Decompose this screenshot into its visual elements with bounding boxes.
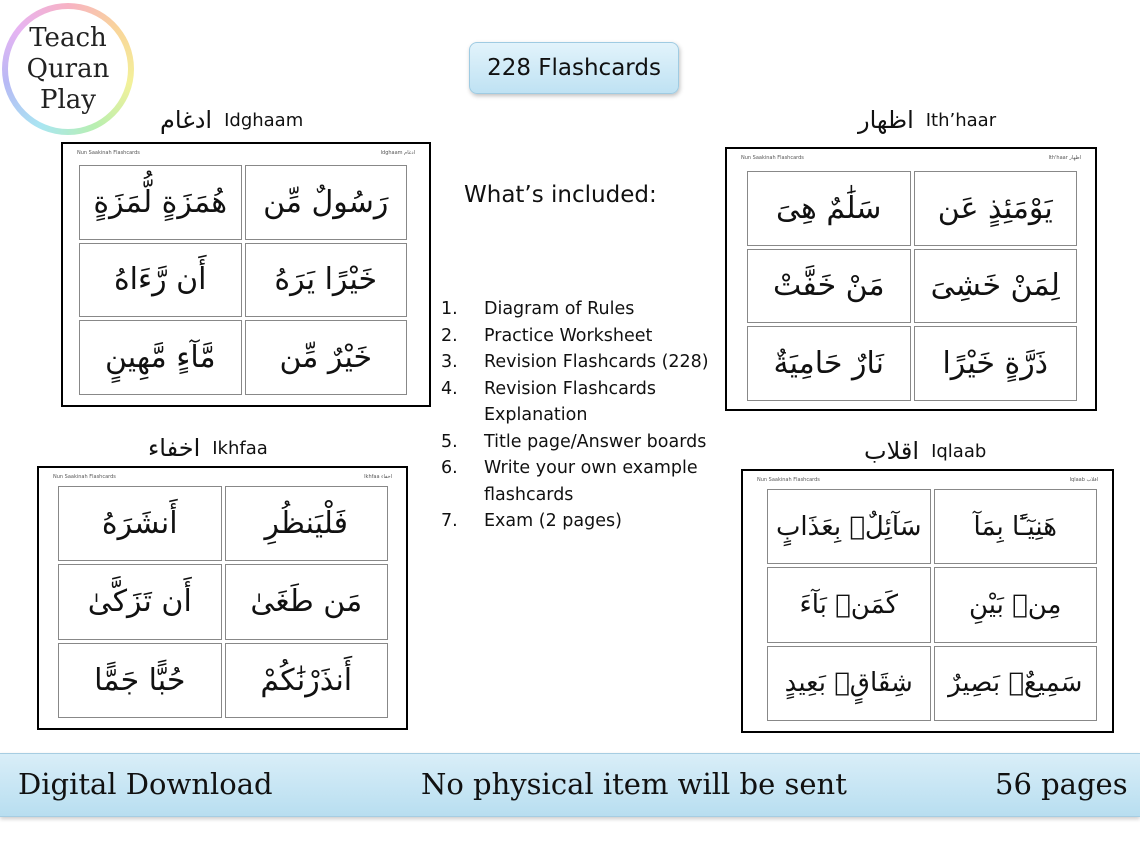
list-item-text: Diagram of Rules — [484, 299, 635, 319]
ithhaar-arabic-label: اظهار — [858, 106, 914, 134]
idghaam-arabic-label: ادغام — [160, 106, 213, 134]
iqlaab-card-grid — [767, 489, 1097, 721]
list-item-text: Revision Flashcards (228) — [484, 352, 709, 372]
list-item — [441, 455, 724, 508]
list-item-text: Revision Flashcards Explanation — [484, 378, 657, 425]
flashcard: أَن رَّءَاهُ — [79, 243, 242, 318]
flashcard: مِنۢ بَيْنِ — [934, 567, 1098, 642]
flashcard: نَارٌ حَامِيَةٌ — [747, 326, 911, 401]
ikhfaa-label — [148, 434, 268, 462]
sheet-header — [741, 155, 1081, 163]
sheet-header-right: Ikhfaa اخفاء — [364, 474, 392, 480]
sheet-header — [53, 474, 392, 482]
list-item-text: Write your own example flashcards — [484, 458, 698, 505]
included-list — [441, 296, 724, 535]
ithhaar-sheet — [725, 147, 1097, 411]
logo-line: Quran — [26, 53, 110, 84]
sheet-header-left: Nun Saakinah Flashcards — [53, 474, 116, 480]
sheet-header — [77, 150, 415, 158]
page-count-text: 56 pages — [995, 767, 1128, 801]
sheet-header-left: Nun Saakinah Flashcards — [77, 150, 140, 156]
flashcard: هُمَزَةٍ لُّمَزَةٍ — [79, 165, 242, 240]
flashcard: مَّآءٍ مَّهِينٍ — [79, 320, 242, 395]
flashcard: سَلَٰمٌ هِىَ — [747, 171, 911, 246]
flashcard: مَنْ خَفَّتْ — [747, 249, 911, 324]
flashcard: شِقَاقٍۢ بَعِيدٍ — [767, 646, 931, 721]
sheet-header-right: Iqlaab اقلاب — [1069, 477, 1098, 483]
list-item-number: 5. — [441, 431, 458, 452]
idghaam-sheet — [61, 142, 431, 407]
ithhaar-english-label: Ith’haar — [925, 109, 997, 131]
list-item — [441, 349, 724, 376]
flashcard: فَلْيَنظُرِ — [225, 486, 389, 561]
list-item-number: 3. — [441, 352, 458, 372]
flashcard: سَآئِلٌۢ بِعَذَابٍ — [767, 489, 931, 564]
list-item-text: Title page/Answer boards — [484, 431, 707, 452]
flashcard: لِمَنْ خَشِىَ — [914, 249, 1078, 324]
flashcard: أَنذَرْنَٰكُمْ — [225, 643, 389, 718]
flashcard: رَسُولٌ مِّن — [245, 165, 408, 240]
list-item — [441, 376, 724, 429]
ikhfaa-card-grid — [58, 486, 388, 718]
flashcard: سَمِيعٌۢ بَصِيرٌ — [934, 646, 1098, 721]
ithhaar-label — [858, 106, 996, 134]
flashcards-count-title: 228 Flashcards — [469, 42, 679, 94]
list-item-number: 1. — [441, 299, 458, 319]
sheet-header-left: Nun Saakinah Flashcards — [757, 477, 820, 483]
ikhfaa-sheet — [37, 466, 408, 730]
list-item-number: 2. — [441, 325, 458, 346]
no-physical-item-text: No physical item will be sent — [421, 767, 847, 801]
flashcard: هَنِيٓـًٔا بِمَآ — [934, 489, 1098, 564]
flashcard: يَوْمَئِذٍ عَن — [914, 171, 1078, 246]
sheet-header-right: Idghaam ادغام — [380, 150, 415, 156]
list-item-number: 6. — [441, 458, 458, 478]
idghaam-label — [160, 106, 303, 134]
bottom-banner — [0, 753, 1140, 817]
list-item — [441, 429, 724, 456]
list-item — [441, 296, 724, 323]
flashcard: خَيْرًا يَرَهُ — [245, 243, 408, 318]
flashcard: أَن تَزَكَّىٰ — [58, 564, 222, 639]
flashcard: كَمَنۢ بَآءَ — [767, 567, 931, 642]
sheet-header — [757, 477, 1098, 485]
flashcard: ذَرَّةٍ خَيْرًا — [914, 326, 1078, 401]
iqlaab-label — [864, 437, 986, 465]
list-item-number: 4. — [441, 378, 458, 399]
flashcard: أَنشَرَهُ — [58, 486, 222, 561]
sheet-header-left: Nun Saakinah Flashcards — [741, 155, 804, 161]
flashcard: حُبًّا جَمًّا — [58, 643, 222, 718]
idghaam-english-label: Idghaam — [224, 109, 304, 131]
digital-download-text: Digital Download — [18, 767, 273, 801]
flashcard: خَيْرٌ مِّن — [245, 320, 408, 395]
ikhfaa-arabic-label: اخفاء — [148, 434, 201, 462]
iqlaab-sheet — [741, 469, 1114, 733]
list-item-text: Practice Worksheet — [484, 325, 653, 346]
logo — [2, 3, 134, 135]
list-item — [441, 323, 724, 350]
whats-included-heading: What’s included: — [464, 182, 657, 208]
list-item — [441, 508, 724, 535]
logo-line: Play — [40, 84, 96, 115]
logo-line: Teach — [29, 22, 107, 53]
logo-text — [8, 9, 128, 129]
idghaam-card-grid — [79, 165, 407, 395]
iqlaab-english-label: Iqlaab — [931, 440, 987, 462]
ikhfaa-english-label: Ikhfaa — [212, 437, 268, 459]
list-item-number: 7. — [441, 511, 458, 531]
ithhaar-card-grid — [747, 171, 1077, 401]
flashcard: مَن طَغَىٰ — [225, 564, 389, 639]
iqlaab-arabic-label: اقلاب — [864, 437, 920, 465]
list-item-text: Exam (2 pages) — [484, 511, 622, 531]
sheet-header-right: Ith'haar اظهار — [1048, 155, 1081, 161]
